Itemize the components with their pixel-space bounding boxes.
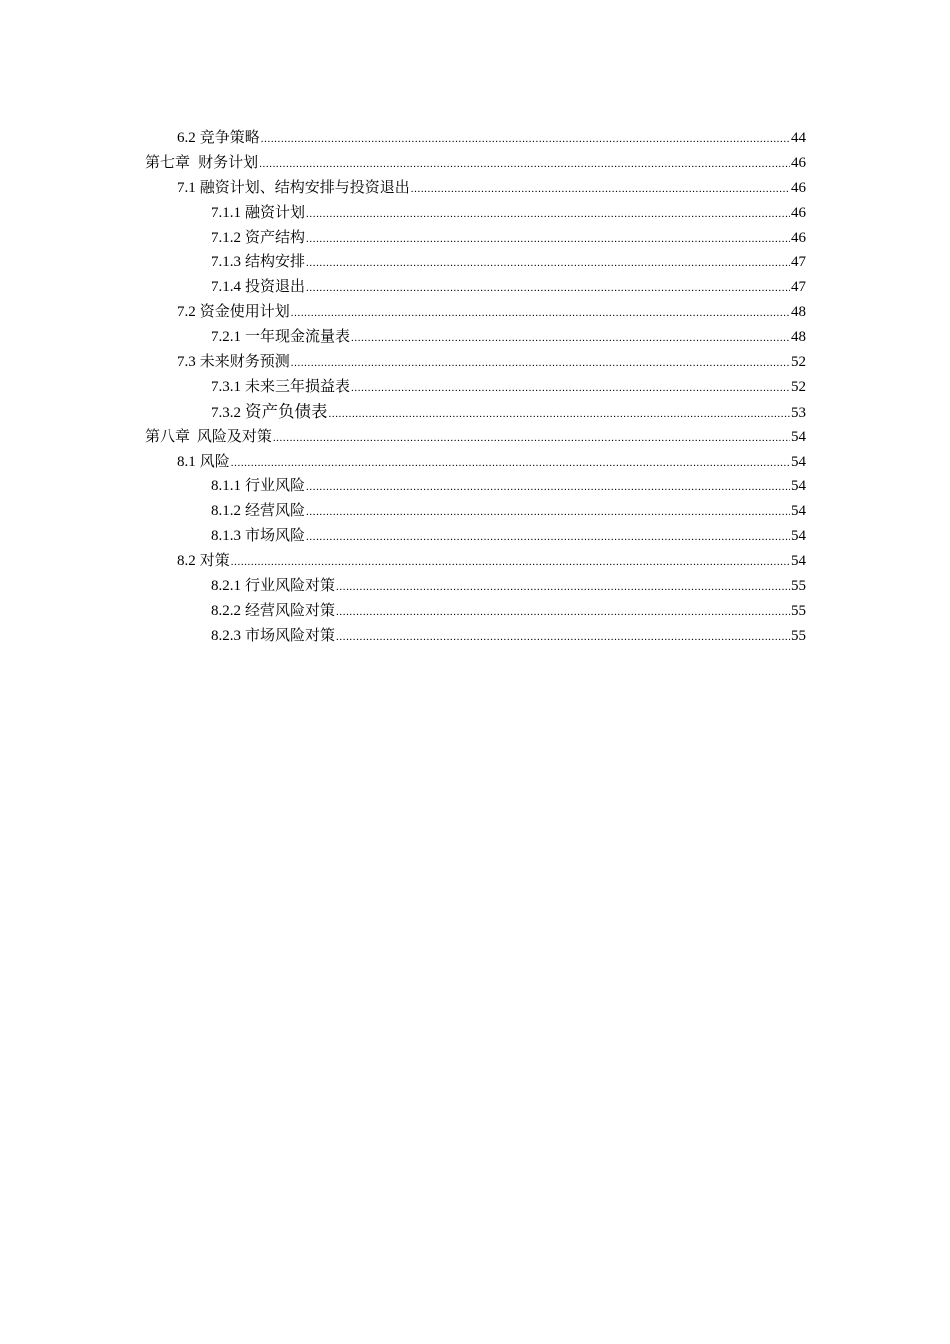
dot-leader — [329, 402, 791, 427]
toc-entry[interactable] — [145, 624, 806, 649]
toc-entry-number: 第八章 — [145, 428, 191, 445]
toc-entry-title: 未来三年损益表 — [245, 378, 351, 395]
toc-entry-page-number: 46 — [791, 179, 806, 196]
toc-entry-title: 对策 — [199, 553, 230, 570]
toc-entry-title: 一年现金流量表 — [245, 329, 351, 346]
toc-entry-page-number: 46 — [791, 154, 806, 171]
toc-entry[interactable] — [145, 574, 806, 599]
toc-entry-title: 风险及对策 — [196, 428, 272, 445]
toc-entry-title: 经营风险对策 — [245, 602, 336, 619]
table-of-contents — [145, 126, 806, 649]
toc-entry-number: 7.1.2 — [211, 229, 241, 246]
toc-entry-title: 融资计划、结构安排与投资退出 — [199, 179, 410, 196]
dot-leader — [411, 177, 790, 202]
toc-entry[interactable] — [145, 275, 806, 300]
toc-entry-number: 8.1 — [177, 453, 196, 470]
toc-entry-page-number: 46 — [791, 229, 806, 246]
toc-entry[interactable] — [145, 226, 806, 251]
toc-entry-page-number: 54 — [791, 478, 806, 495]
toc-entry-number: 8.1.1 — [211, 478, 241, 495]
dot-leader — [351, 376, 790, 401]
toc-entry-page-number: 55 — [791, 627, 806, 644]
toc-entry-number: 第七章 — [145, 154, 191, 171]
toc-entry-title: 市场风险 — [245, 528, 306, 545]
toc-entry-page-number: 54 — [791, 503, 806, 520]
toc-entry-title: 资金使用计划 — [199, 304, 290, 321]
toc-entry[interactable] — [145, 400, 806, 425]
dot-leader — [306, 525, 790, 550]
toc-entry-title: 行业风险对策 — [245, 578, 336, 595]
toc-entry-number: 8.1.2 — [211, 503, 241, 520]
toc-entry-title: 资产负债表 — [245, 401, 328, 421]
toc-entry-number: 8.2.1 — [211, 578, 241, 595]
toc-entry-number: 7.3.2 — [211, 404, 241, 421]
dot-leader — [336, 600, 790, 625]
toc-entry-page-number: 52 — [791, 354, 806, 371]
toc-entry-title: 经营风险 — [245, 503, 306, 520]
dot-leader — [291, 351, 790, 376]
toc-entry-page-number: 48 — [791, 304, 806, 321]
toc-entry-number: 6.2 — [177, 130, 196, 146]
dot-leader — [336, 575, 790, 600]
toc-entry[interactable] — [145, 450, 806, 475]
toc-entry-number: 8.2 — [177, 553, 196, 570]
toc-entry-page-number: 54 — [791, 453, 806, 470]
toc-entry-number: 7.1.3 — [211, 254, 241, 271]
toc-entry[interactable] — [145, 549, 806, 574]
toc-entry-number: 8.1.3 — [211, 528, 241, 545]
dot-leader — [306, 276, 790, 301]
dot-leader — [306, 500, 790, 525]
toc-entry-page-number: 44 — [791, 130, 806, 146]
toc-entry[interactable] — [145, 350, 806, 375]
toc-entry-title: 资产结构 — [245, 229, 306, 246]
toc-entry-title: 风险 — [199, 453, 230, 470]
toc-entry[interactable] — [145, 151, 806, 176]
toc-entry-number: 7.2.1 — [211, 329, 241, 346]
dot-leader — [351, 326, 790, 351]
toc-entry-page-number: 55 — [791, 602, 806, 619]
dot-leader — [306, 202, 790, 227]
toc-entry-number: 7.3 — [177, 354, 196, 371]
toc-entry[interactable] — [145, 126, 806, 151]
toc-entry-title: 投资退出 — [245, 279, 306, 296]
toc-entry-number: 7.3.1 — [211, 378, 241, 395]
toc-entry-page-number: 52 — [791, 378, 806, 395]
dot-leader — [336, 625, 790, 650]
toc-entry[interactable] — [145, 250, 806, 275]
toc-entry-page-number: 48 — [791, 329, 806, 346]
toc-entry[interactable] — [145, 300, 806, 325]
toc-entry-page-number: 54 — [791, 528, 806, 545]
toc-entry-title: 融资计划 — [245, 204, 306, 221]
dot-leader — [261, 127, 790, 152]
dot-leader — [259, 152, 790, 177]
toc-entry-number: 7.2 — [177, 304, 196, 321]
toc-entry[interactable] — [145, 425, 806, 450]
toc-entry-title: 竞争策略 — [199, 130, 260, 146]
dot-leader — [231, 550, 790, 575]
dot-leader — [306, 475, 790, 500]
toc-entry-number: 7.1 — [177, 179, 196, 196]
toc-entry-title: 结构安排 — [245, 254, 306, 271]
toc-entry[interactable] — [145, 474, 806, 499]
toc-entry-page-number: 53 — [791, 404, 806, 421]
toc-entry-page-number: 54 — [791, 428, 806, 445]
toc-entry-page-number: 55 — [791, 578, 806, 595]
toc-entry[interactable] — [145, 599, 806, 624]
toc-entry[interactable] — [145, 201, 806, 226]
toc-entry-page-number: 47 — [791, 254, 806, 271]
toc-entry-title: 财务计划 — [198, 154, 259, 171]
toc-entry-title: 市场风险对策 — [245, 627, 336, 644]
dot-leader — [306, 227, 790, 252]
toc-entry[interactable] — [145, 524, 806, 549]
toc-entry[interactable] — [145, 499, 806, 524]
toc-entry-page-number: 46 — [791, 204, 806, 221]
toc-entry-title: 行业风险 — [245, 478, 306, 495]
toc-entry-number: 8.2.3 — [211, 627, 241, 644]
toc-entry-number: 7.1.1 — [211, 204, 241, 221]
toc-entry-page-number: 54 — [791, 553, 806, 570]
dot-leader — [291, 301, 790, 326]
dot-leader — [231, 451, 790, 476]
toc-entry[interactable] — [145, 176, 806, 201]
toc-entry-title: 未来财务预测 — [199, 354, 290, 371]
dot-leader — [306, 251, 790, 276]
toc-entry[interactable] — [145, 375, 806, 400]
toc-entry-number: 8.2.2 — [211, 602, 241, 619]
toc-entry-number: 7.1.4 — [211, 279, 241, 296]
toc-entry[interactable] — [145, 325, 806, 350]
toc-entry-page-number: 47 — [791, 279, 806, 296]
dot-leader — [273, 426, 790, 451]
